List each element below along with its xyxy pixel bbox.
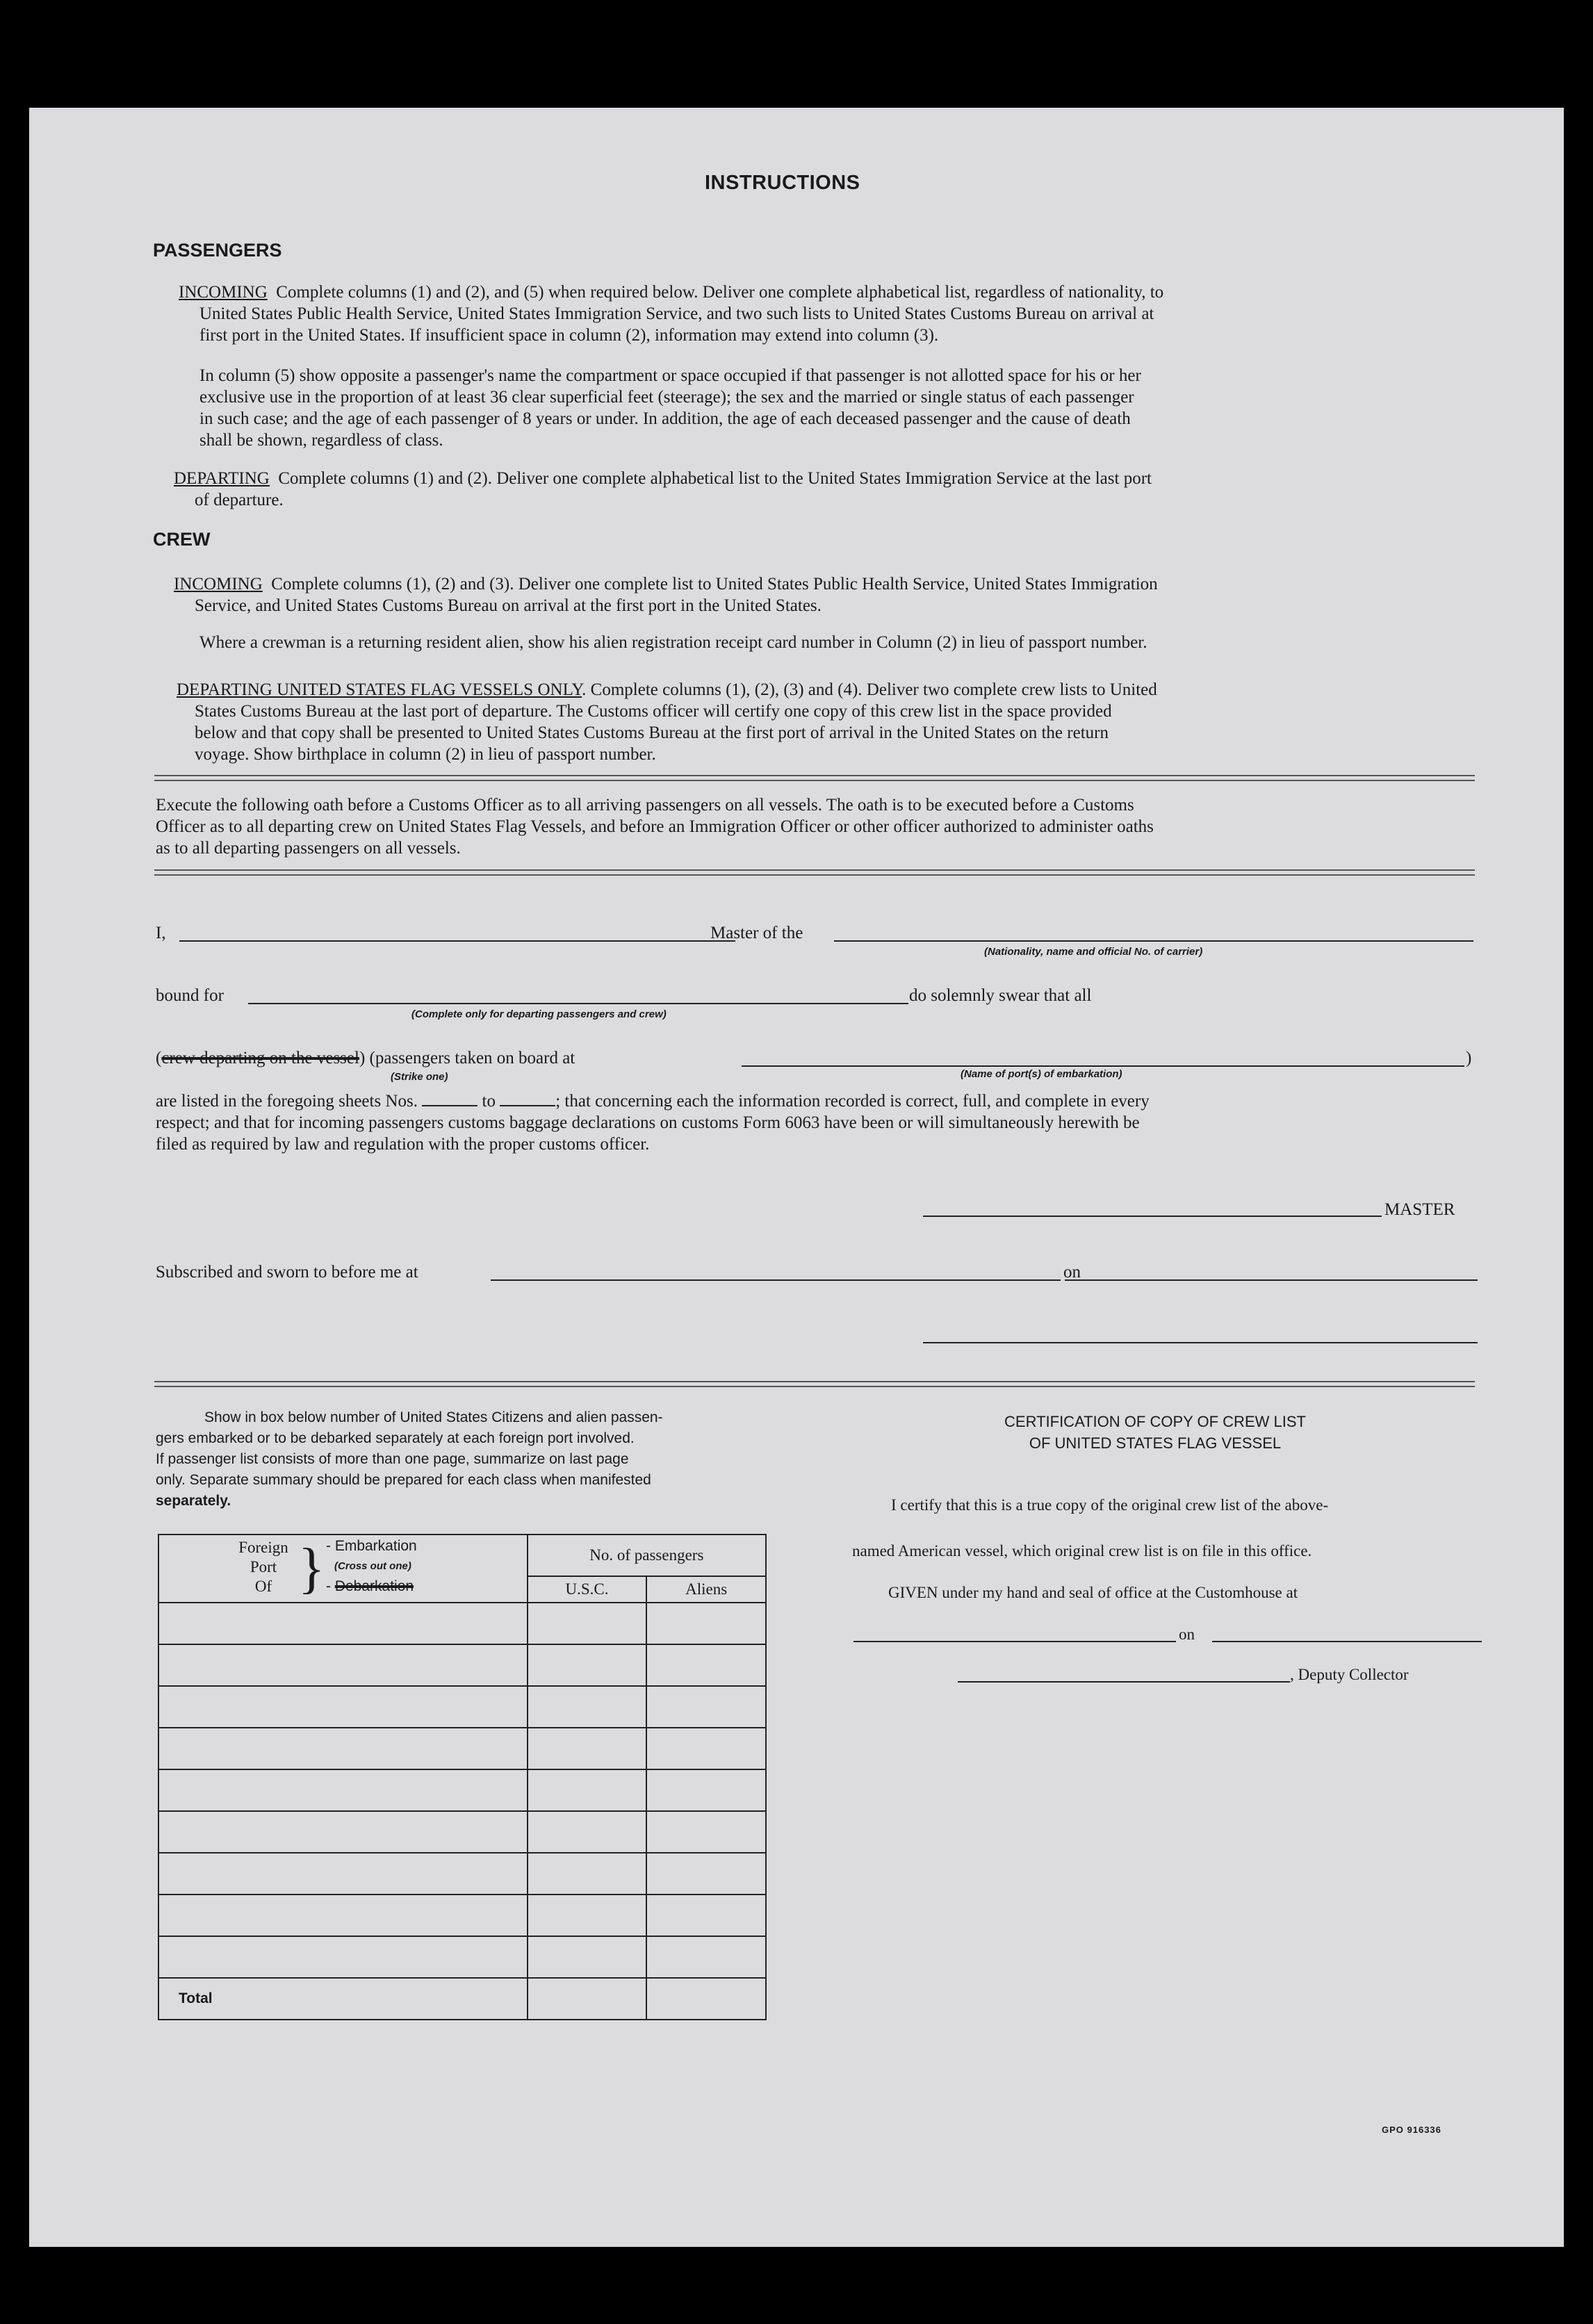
cert-date-field[interactable] xyxy=(1212,1641,1482,1642)
text-line: . Complete columns (1), (2), (3) and (4). Deliver two complete crew lists to United xyxy=(582,680,1157,699)
incoming-keyword: INCOMING xyxy=(174,575,263,594)
incoming-keyword: INCOMING xyxy=(179,283,268,302)
passengers-heading: PASSENGERS xyxy=(153,240,282,261)
aliens-cell[interactable] xyxy=(646,1603,766,1644)
port-cell[interactable] xyxy=(158,1811,528,1853)
usc-cell[interactable] xyxy=(528,1603,647,1644)
text-line: below and that copy shall be presented to United States Customs Bureau at the first port of arrival in the United States on the return xyxy=(195,723,1109,742)
text-line: to xyxy=(482,1092,496,1111)
crew-departing-flag-paragraph xyxy=(177,679,1469,765)
text-line: ; that concerning each the information recorded is correct, full, and complete in every xyxy=(555,1092,1150,1111)
text-line: United States Public Health Service, United States Immigration Service, and two such lists to United States Customs Bureau on arrival at xyxy=(199,304,1154,323)
form-sheet xyxy=(29,108,1564,2247)
usc-cell[interactable] xyxy=(528,1769,647,1811)
no-passengers-header: No. of passengers xyxy=(528,1535,766,1576)
divider xyxy=(154,1381,1475,1387)
text-line: Complete columns (1) and (2), and (5) when required below. Deliver one complete alphabetical list, regardless of nationality, to xyxy=(276,283,1164,302)
text-line: States Customs Bureau at the last port of departure. The Customs officer will certify one copy of this crew list in the space provided xyxy=(195,702,1112,721)
crew-heading: CREW xyxy=(153,529,211,550)
passenger-summary-table xyxy=(158,1534,767,2020)
deputy-collector-label: , Deputy Collector xyxy=(1290,1666,1409,1683)
page-title: INSTRUCTIONS xyxy=(705,172,860,194)
text-line: gers embarked or to be debarked separately at each foreign port involved. xyxy=(156,1430,635,1446)
sworn-date-field[interactable] xyxy=(1065,1279,1478,1281)
table-row xyxy=(158,1603,766,1644)
usc-header: U.S.C. xyxy=(528,1576,647,1603)
text-line: in such case; and the age of each passenger of 8 years or under. In addition, the age of each deceased passenger and the cause of death xyxy=(199,409,1131,428)
port-cell[interactable] xyxy=(158,1936,528,1978)
table-row xyxy=(158,1644,766,1686)
text-line: Execute the following oath before a Customs Officer as to all arriving passengers on all vessels. The oath is to be executed before a Customs xyxy=(156,796,1134,815)
aliens-cell[interactable] xyxy=(646,1936,766,1978)
table-row xyxy=(158,1895,766,1936)
passengers-incoming-paragraph xyxy=(179,281,1471,346)
passengers-column5-paragraph xyxy=(199,365,1471,451)
port-cell[interactable] xyxy=(158,1603,528,1644)
total-label: Total xyxy=(158,1978,528,2020)
oath-paragraph xyxy=(156,1090,1476,1155)
struck-crew-option: crew departing on the vessel xyxy=(161,1049,359,1067)
text-line: only. Separate summary should be prepared for each class when manifested xyxy=(156,1472,651,1488)
table-row xyxy=(158,1811,766,1853)
port-cell[interactable] xyxy=(158,1644,528,1686)
text-line: CERTIFICATION OF COPY OF CREW LIST xyxy=(1004,1413,1306,1430)
aliens-cell[interactable] xyxy=(646,1728,766,1769)
text-line: exclusive use in the proportion of at least 36 clear superficial feet (steerage); the sex and the married or single status of each passenger xyxy=(199,388,1134,407)
text-line: first port in the United States. If insufficient space in column (2), information may extend into column (3). xyxy=(199,326,939,345)
aliens-cell[interactable] xyxy=(646,1895,766,1936)
foreign-label: Foreign xyxy=(238,1539,288,1556)
aliens-header: Aliens xyxy=(646,1576,766,1603)
certification-line-2: named American vessel, which original crew list is on file in this office. xyxy=(852,1542,1312,1560)
swear-label: do solemnly swear that all xyxy=(909,986,1092,1005)
divider xyxy=(154,869,1475,876)
port-caption: (Name of port(s) of embarkation) xyxy=(961,1068,1122,1080)
port-label: Port xyxy=(250,1558,277,1576)
text-line: respect; and that for incoming passengers customs baggage declarations on customs Form 6063 have been or will simultaneously herewith be xyxy=(156,1113,1140,1132)
master-name-field[interactable] xyxy=(179,940,735,942)
text-line: Complete columns (1) and (2). Deliver one complete alphabetical list to the United States Immigration Service at the last port xyxy=(278,469,1152,488)
port-cell[interactable] xyxy=(158,1686,528,1728)
oath-intro xyxy=(156,794,1476,859)
master-signature-field[interactable] xyxy=(923,1216,1382,1217)
usc-total-cell[interactable] xyxy=(528,1978,647,2020)
aliens-cell[interactable] xyxy=(646,1769,766,1811)
master-of-the-label: Master of the xyxy=(710,924,803,942)
passengers-option: ) (passengers taken on board at xyxy=(359,1049,575,1067)
departing-keyword: DEPARTING xyxy=(174,469,270,488)
debarkation-struck: Debarkation xyxy=(334,1578,414,1594)
bound-for-label: bound for xyxy=(156,986,224,1005)
paren: ( xyxy=(156,1049,162,1067)
sheet-from-field[interactable] xyxy=(422,1105,477,1106)
strike-caption: (Strike one) xyxy=(391,1071,448,1083)
cert-on-label: on xyxy=(1179,1626,1195,1643)
text-line: shall be shown, regardless of class. xyxy=(199,431,443,450)
carrier-caption: (Nationality, name and official No. of carrier) xyxy=(984,946,1203,958)
text-line: Service, and United States Customs Bureau on arrival at the first port in the United States. xyxy=(195,596,822,615)
text-line: as to all departing passengers on all vessels. xyxy=(156,839,461,858)
debarkation-option[interactable]: - Debarkation xyxy=(326,1578,414,1594)
text-line: separately. xyxy=(156,1493,231,1509)
gpo-code: GPO 916336 xyxy=(1382,2125,1441,2135)
carrier-field[interactable] xyxy=(834,940,1473,942)
certification-line-1: I certify that this is a true copy of the original crew list of the above- xyxy=(891,1496,1329,1514)
usc-cell[interactable] xyxy=(528,1728,647,1769)
sworn-at-field[interactable] xyxy=(491,1279,1061,1281)
close-paren: ) xyxy=(1466,1049,1472,1067)
port-cell[interactable] xyxy=(158,1895,528,1936)
aliens-cell[interactable] xyxy=(646,1686,766,1728)
port-cell[interactable] xyxy=(158,1853,528,1895)
table-row xyxy=(158,1686,766,1728)
port-of-embarkation-field[interactable] xyxy=(742,1065,1464,1067)
brace-icon: } xyxy=(298,1538,325,1599)
port-cell[interactable] xyxy=(158,1728,528,1769)
text-line: voyage. Show birthplace in column (2) in lieu of passport number. xyxy=(195,745,656,764)
crew-incoming-paragraph xyxy=(174,573,1467,616)
usc-cell[interactable] xyxy=(528,1895,647,1936)
usc-cell[interactable] xyxy=(528,1853,647,1895)
crew-resident-alien-note: Where a crewman is a returning resident alien, show his alien registration receipt card number in Column (2) in lieu of passport number. xyxy=(199,633,1147,652)
certification-title xyxy=(835,1411,1475,1454)
on-label: on xyxy=(1063,1263,1081,1282)
total-row xyxy=(158,1978,766,2020)
subscribed-label: Subscribed and sworn to before me at xyxy=(156,1263,418,1282)
table-row xyxy=(158,1936,766,1978)
text-line: OF UNITED STATES FLAG VESSEL xyxy=(1029,1434,1282,1452)
text-line: In column (5) show opposite a passenger's name the compartment or space occupied if that passenger is not allotted space for his or her xyxy=(199,366,1141,385)
aliens-cell[interactable] xyxy=(646,1811,766,1853)
strike-one-line xyxy=(156,1047,575,1069)
text-line: If passenger list consists of more than one page, summarize on last page xyxy=(156,1451,629,1467)
text-line: Show in box below number of United States Citizens and alien passen- xyxy=(204,1409,663,1425)
officer-signature-field[interactable] xyxy=(923,1342,1478,1343)
aliens-total-cell[interactable] xyxy=(646,1978,766,2020)
aliens-cell[interactable] xyxy=(646,1644,766,1686)
customhouse-field[interactable] xyxy=(853,1641,1176,1642)
table-row xyxy=(158,1769,766,1811)
table-row xyxy=(158,1728,766,1769)
usc-cell[interactable] xyxy=(528,1644,647,1686)
port-cell[interactable] xyxy=(158,1769,528,1811)
usc-cell[interactable] xyxy=(528,1686,647,1728)
cross-out-caption: (Cross out one) xyxy=(334,1560,411,1572)
sheet-to-field[interactable] xyxy=(500,1105,555,1106)
summary-instructions xyxy=(156,1407,795,1512)
table-row xyxy=(158,1853,766,1895)
foreign-port-header xyxy=(158,1535,528,1603)
embarkation-option[interactable]: - Embarkation xyxy=(326,1538,417,1554)
bound-for-caption: (Complete only for departing passengers and crew) xyxy=(411,1008,667,1020)
text-line: of departure. xyxy=(195,491,284,509)
departing-flag-keyword: DEPARTING UNITED STATES FLAG VESSELS ONLY xyxy=(177,680,582,699)
usc-cell[interactable] xyxy=(528,1811,647,1853)
aliens-cell[interactable] xyxy=(646,1853,766,1895)
bound-for-field[interactable] xyxy=(248,1003,908,1004)
text-line: filed as required by law and regulation with the proper customs officer. xyxy=(156,1135,650,1154)
oath-i-label: I, xyxy=(156,924,166,942)
of-label: Of xyxy=(254,1578,272,1595)
text-line: are listed in the foregoing sheets Nos. xyxy=(156,1092,418,1111)
usc-cell[interactable] xyxy=(528,1936,647,1978)
master-label: MASTER xyxy=(1384,1200,1455,1219)
text-line: Complete columns (1), (2) and (3). Deliver one complete list to United States Public Health Service, United States Immigration xyxy=(271,575,1158,594)
divider xyxy=(154,775,1475,781)
certification-line-3: GIVEN under my hand and seal of office at the Customhouse at xyxy=(888,1584,1298,1601)
text-line: Officer as to all departing crew on United States Flag Vessels, and before an Immigration Officer or other officer authorized to administer oaths xyxy=(156,817,1154,836)
deputy-signature-field[interactable] xyxy=(958,1681,1290,1683)
passengers-departing-paragraph xyxy=(174,468,1467,511)
